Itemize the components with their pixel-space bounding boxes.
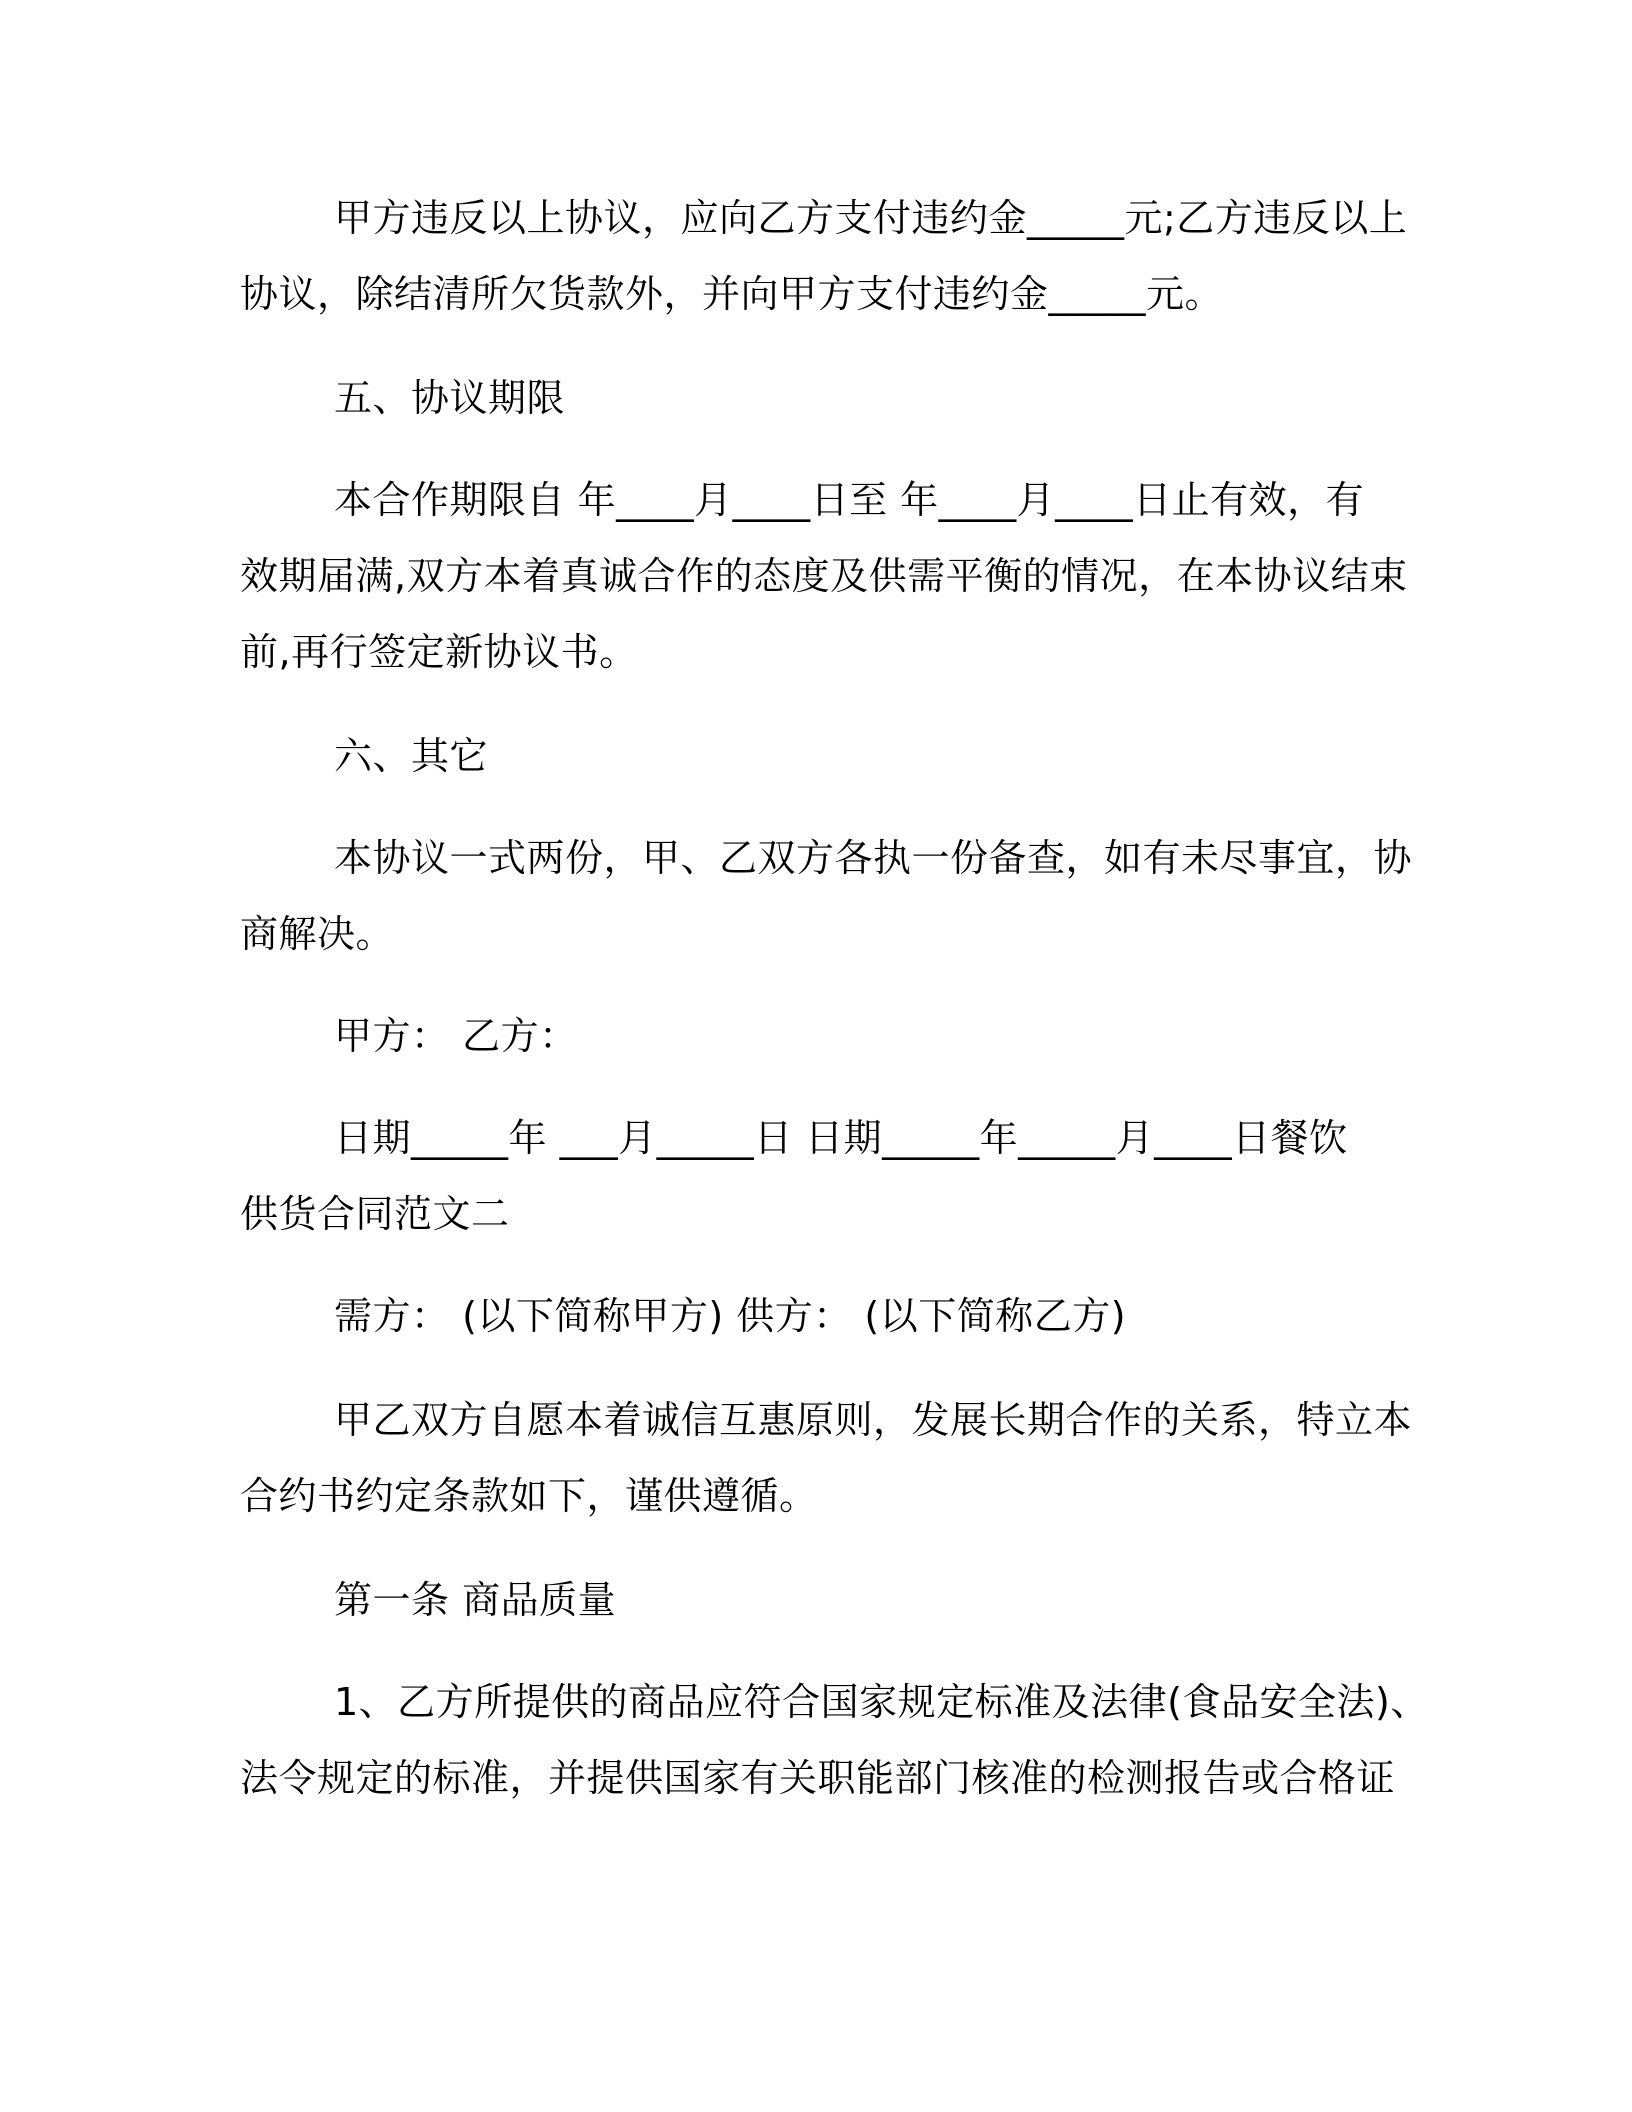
paragraph-term-line-1: 本合作期限自 年____月____日至 年____月____日止有效，有 [334,478,1365,522]
paragraph-other-line-2: 商解决。 [240,912,395,956]
paragraph-term-line-3: 前,再行签定新协议书。 [240,630,638,674]
paragraph-other-line-1: 本协议一式两份，甲、乙双方各执一份备查，如有未尽事宜，协 [334,836,1413,880]
article-one-item-1-line-2: 法令规定的标准，并提供国家有关职能部门核准的检测报告或合格证 [240,1756,1396,1800]
paragraph-penalty-line-2: 协议，除结清所欠货款外，并向甲方支付违约金_____元。 [240,272,1224,316]
paragraph-term-line-2: 效期届满,双方本着真诚合作的态度及供需平衡的情况，在本协议结束 [240,554,1408,598]
signature-dates-line-1: 日期_____年 ___月_____日 日期_____年_____月____日餐饮 [334,1116,1348,1160]
section-heading-other: 六、其它 [334,734,489,778]
article-one-item-1-line-1: 1、乙方所提供的商品应符合国家规定标准及法律(食品安全法)、 [334,1680,1429,1724]
paragraph-penalty-line-1: 甲方违反以上协议，应向乙方支付违约金_____元;乙方违反以上 [334,196,1408,240]
party-definitions: 需方： (以下简称甲方) 供方： (以下简称乙方) [334,1294,1127,1338]
section-heading-term: 五、协议期限 [334,376,566,420]
signature-parties: 甲方： 乙方： [334,1014,578,1058]
paragraph-intro-line-2: 合约书约定条款如下，谨供遵循。 [240,1474,818,1518]
paragraph-intro-line-1: 甲乙双方自愿本着诚信互惠原则，发展长期合作的关系，特立本 [334,1398,1413,1442]
contract-title-two: 供货合同范文二 [240,1192,510,1236]
article-one-heading: 第一条 商品质量 [334,1578,617,1622]
